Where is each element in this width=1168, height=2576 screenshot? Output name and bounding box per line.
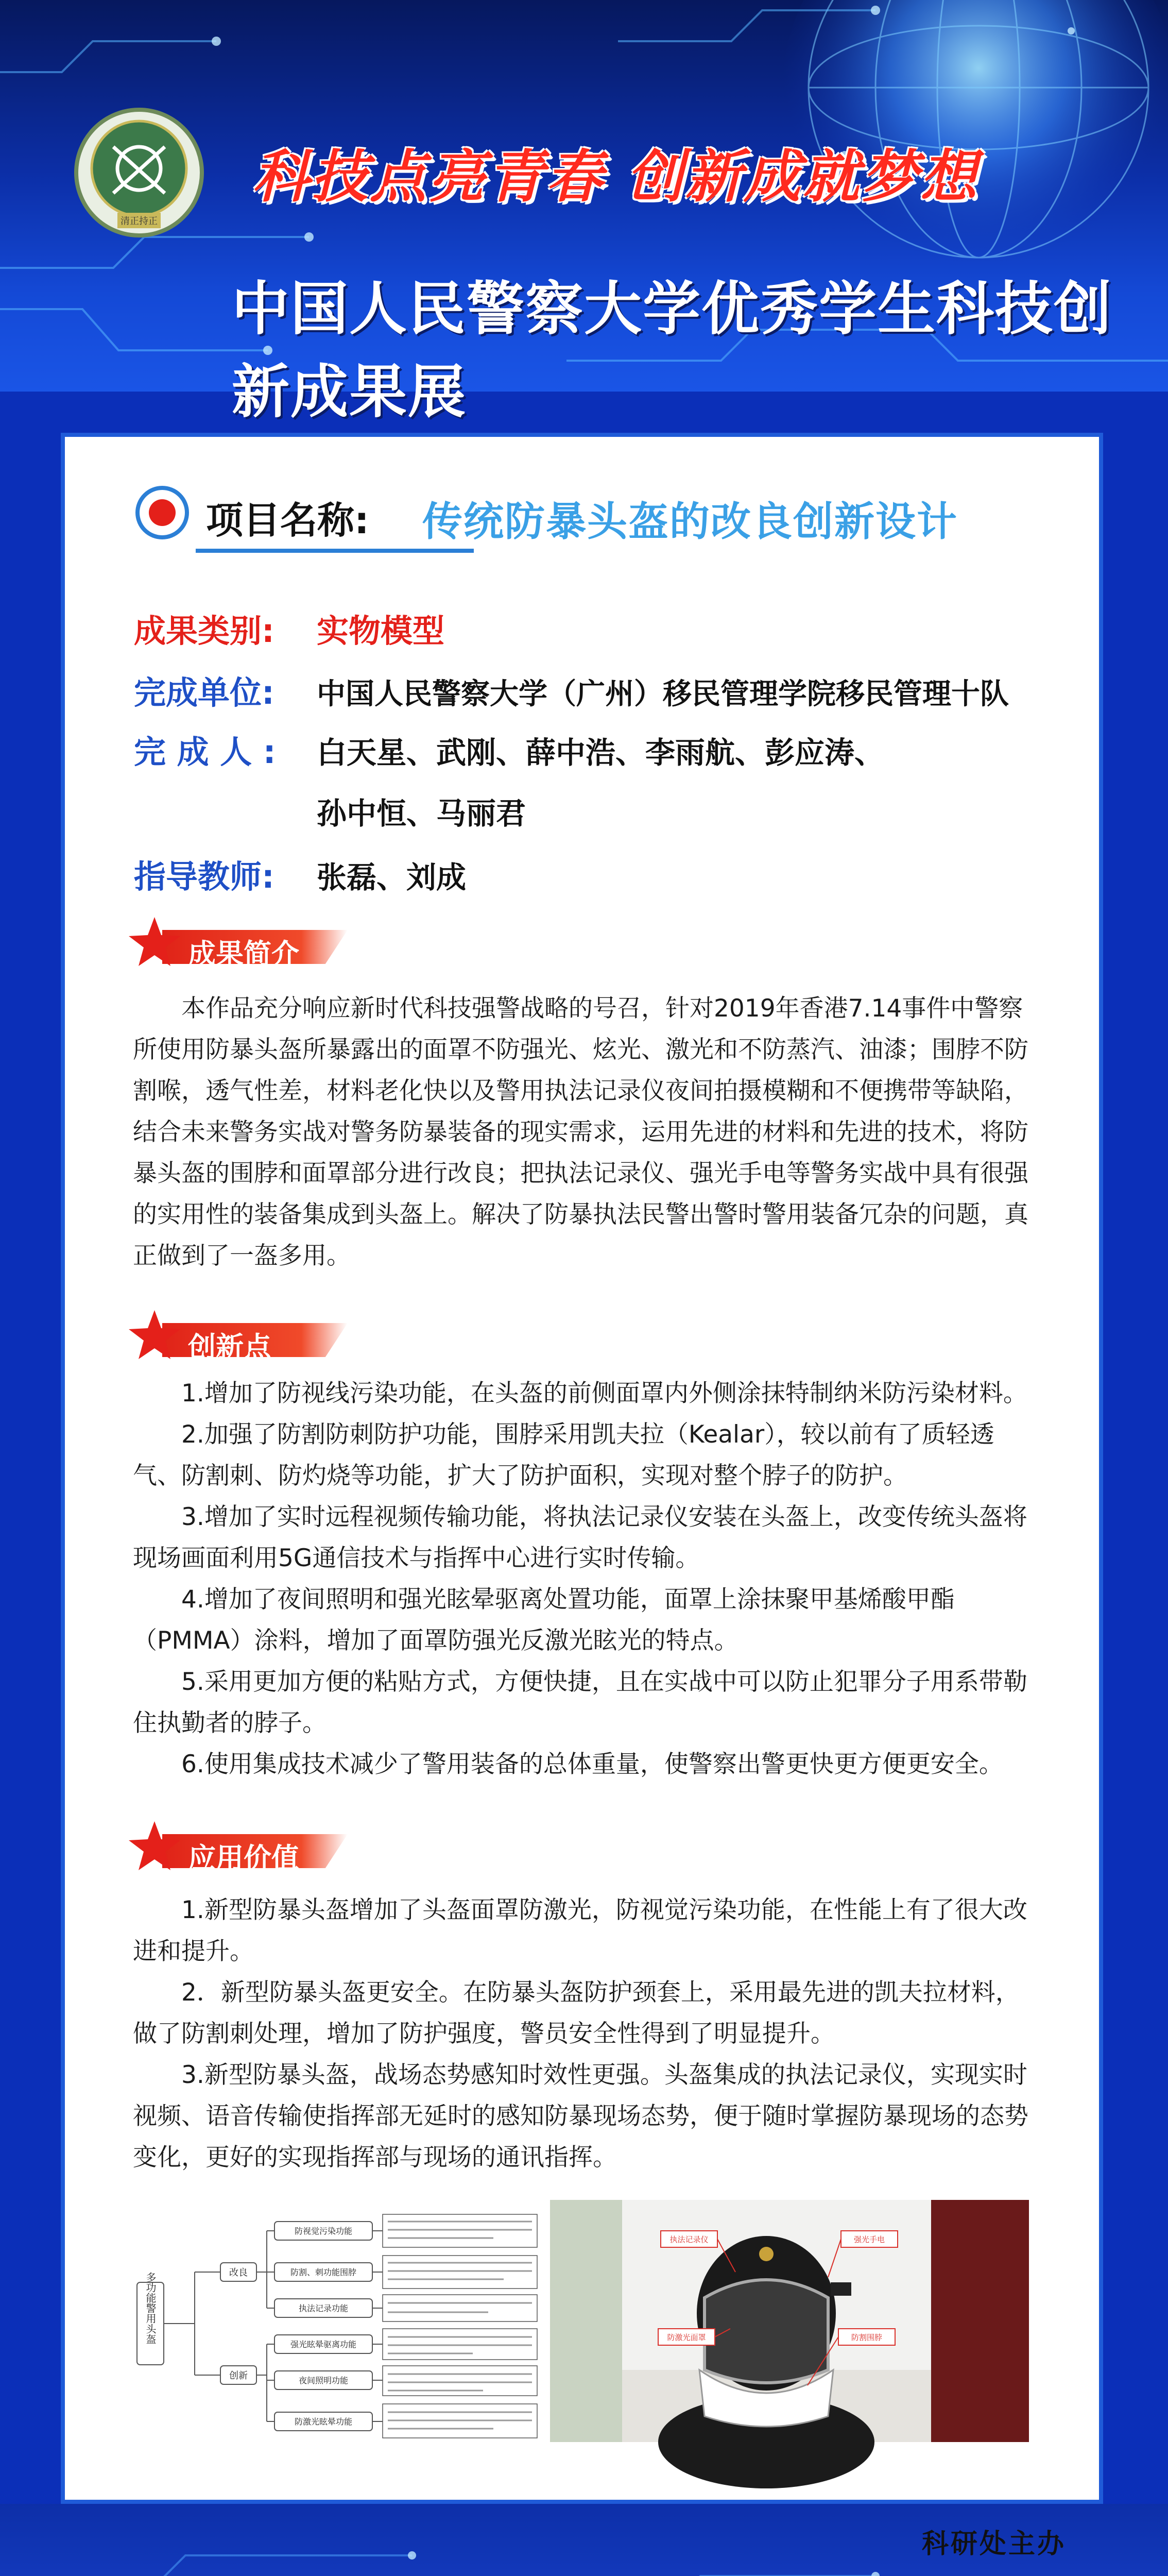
innovation-item-2: 2.加强了防割防刺防护功能，围脖采用凯夫拉（Kealar），较以前有了质轻透气、防割刺、防灼烧等功能，扩大了防护面积，实现对整个脖子的防护。 <box>133 1420 994 1490</box>
innovation-item-6: 6.使用集成技术减少了警用装备的总体重量，使警察出警更快更方便更安全。 <box>181 1750 1003 1778</box>
intro-paragraph: 本作品充分响应新时代科技强警战略的号召，针对2019年香港7.14事件中警察所使用防暴头盔所暴露出的面罩不防强光、炫光、激光和不防蒸汽、油漆；围脖不防割喉，透气性差，材料老化快以及警用执法记录仪夜间拍摄模糊和不便携带等缺陷，结合未来警务实战对警务防暴装备的现实需求，运用先进的材料和先进的技术，将防暴头盔的围脖和面罩部分进行改良；把执法记录仪、强光手电等警务实战中具有很强的实用性的装备集成到头盔上。解决了防暴执法民警出警时警用装备冗杂的问题，真正做到了一盔多用。 <box>133 994 1028 1270</box>
people-row-2 <box>317 789 526 833</box>
category-value: 实物模型 <box>317 612 445 650</box>
diagram-branch-innovate: 创新 <box>229 2370 248 2381</box>
project-title-row <box>134 484 1040 587</box>
photo-label: 防激光面罩 <box>667 2333 706 2342</box>
emblem-caption: 清正持正 <box>121 216 158 227</box>
people-line-2: 孙中恒、马丽君 <box>317 796 526 831</box>
section-title: 成果简介 <box>188 938 299 970</box>
function-mindmap <box>133 2205 545 2442</box>
value-item-3: 3.新型防暴头盔，战场态势感知时效性更强。头盔集成的执法记录仪，实现实时视频、语音传输使指挥部无延时的感知防暴现场态势，便于随时掌握防暴现场的态势变化，更好的实现指挥部与现场的通讯指挥。 <box>133 2061 1028 2172</box>
innovation-text <box>133 1373 1034 1785</box>
people-row <box>134 726 884 772</box>
category-label: 成果类别: <box>134 612 274 650</box>
intro-text <box>133 988 1034 1277</box>
diagram-leaf: 夜间照明功能 <box>298 2376 349 2385</box>
people-label: 完 成 人 : <box>134 733 276 771</box>
value-item-1: 1.新型防暴头盔增加了头盔面罩防激光，防视觉污染功能，在性能上有了很大改进和提升。 <box>133 1896 1027 1965</box>
diagram-leaf: 防激光眩晕功能 <box>294 2417 353 2427</box>
section-header-intro <box>126 914 353 971</box>
project-name-label: 项目名称: <box>206 499 369 542</box>
diagram-root: 多功能警用头盔 <box>144 2272 157 2344</box>
category-row <box>134 605 444 651</box>
teacher-row <box>134 851 466 897</box>
teacher-label: 指导教师: <box>134 858 274 895</box>
slogan: 科技点亮青春 创新成就梦想 <box>252 144 979 210</box>
innovation-item-5: 5.采用更加方便的粘贴方式，方便快捷，且在实战中可以防止犯罪分子用系带勒住执勤者的脖子。 <box>133 1668 1027 1737</box>
value-text <box>133 1890 1034 2178</box>
value-item-2: 2．新型防暴头盔更安全。在防暴头盔防护颈套上，采用最先进的凯夫拉材料，做了防割刺处理，增加了防护强度，警员安全性得到了明显提升。 <box>133 1978 1020 2048</box>
helmet-photo <box>550 2200 1029 2442</box>
diagram-leaf: 执法记录功能 <box>298 2303 349 2313</box>
photo-label: 防割围脖 <box>851 2333 883 2342</box>
photo-label: 执法记录仪 <box>669 2235 709 2244</box>
section-title: 创新点 <box>188 1331 271 1363</box>
section-header-innovation <box>126 1308 353 1364</box>
star-icon <box>126 1308 183 1364</box>
innovation-item-1: 1.增加了防视线污染功能，在头盔的前侧面罩内外侧涂抹特制纳米防污染材料。 <box>181 1379 1027 1408</box>
diagram-leaf: 防割、刺功能围脖 <box>290 2267 357 2277</box>
unit-value: 中国人民警察大学（广州）移民管理学院移民管理十队 <box>317 677 1009 711</box>
diagram-leaf: 防视觉污染功能 <box>294 2226 353 2236</box>
header-banner <box>0 0 1168 426</box>
title-underline <box>196 549 474 553</box>
teacher-value: 张磊、刘成 <box>317 860 467 895</box>
diagram-leaf: 强光眩晕驱离功能 <box>290 2340 357 2349</box>
people-line-1: 白天星、武刚、薛中浩、李雨航、彭应涛、 <box>317 735 885 770</box>
section-header-value <box>126 1819 353 1875</box>
section-title: 应用价值 <box>188 1842 299 1874</box>
project-name: 传统防暴头盔的改良创新设计 <box>422 499 958 545</box>
photo-label: 强光手电 <box>853 2235 885 2244</box>
star-icon <box>126 1819 183 1875</box>
police-university-emblem <box>72 106 206 240</box>
star-icon <box>126 914 183 971</box>
unit-label: 完成单位: <box>134 674 274 711</box>
target-icon <box>134 484 191 541</box>
sponsor-text: 科研处主办 <box>922 2528 1067 2560</box>
exhibition-title: 中国人民警察大学优秀学生科技创新成果展 <box>232 276 1112 426</box>
innovation-item-3: 3.增加了实时远程视频传输功能，将执法记录仪安装在头盔上，改变传统头盔将现场画面利用5G通信技术与指挥中心进行实时传输。 <box>133 1503 1027 1572</box>
innovation-item-4: 4.增加了夜间照明和强光眩晕驱离处置功能，面罩上涂抹聚甲基烯酸甲酯（PMMA）涂料，增加了面罩防强光反激光眩光的特点。 <box>133 1585 955 1655</box>
diagram-branch-improve: 改良 <box>229 2267 248 2278</box>
unit-row <box>134 667 1009 713</box>
